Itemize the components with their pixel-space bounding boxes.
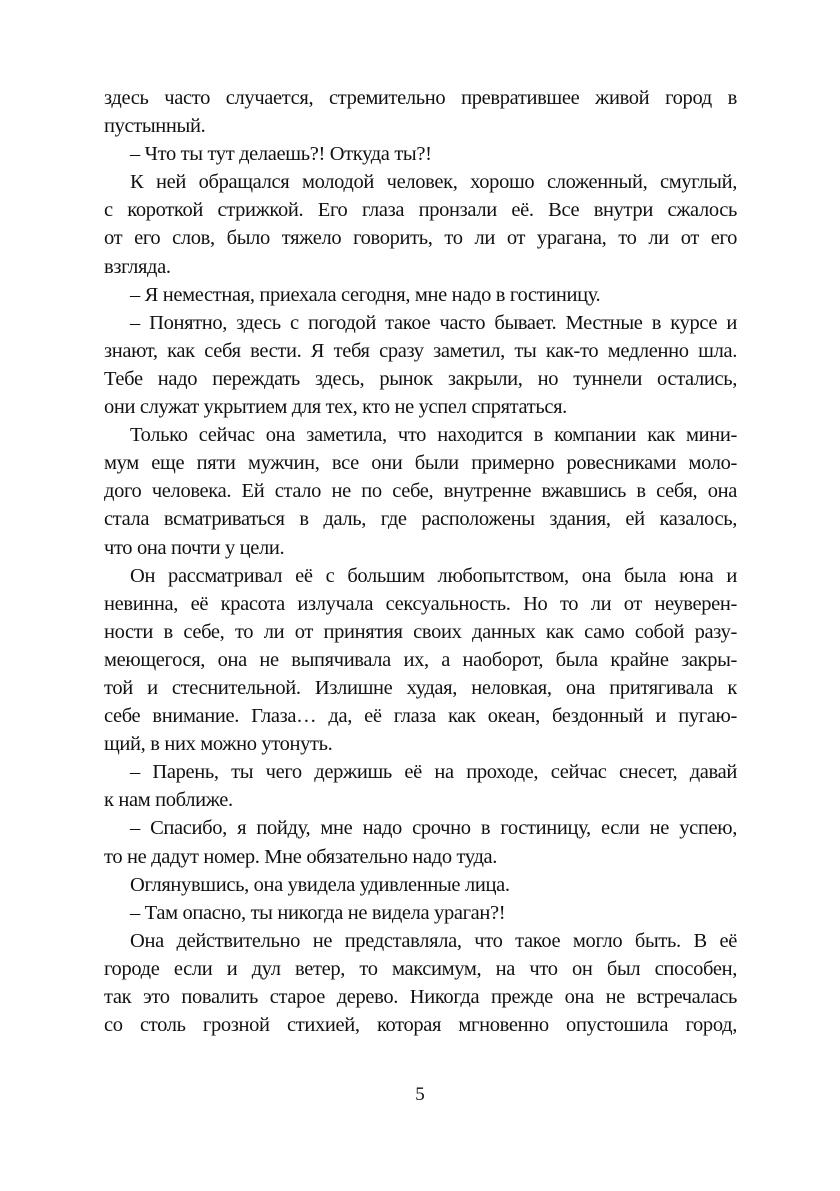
text-line: дого человека. Ей стало не по себе, внутренне вжавшись в себя, она — [104, 480, 737, 503]
text-line: мум еще пяти мужчин, все они были примерно ровесниками моло- — [104, 452, 737, 475]
text-line: Он рассматривал её с большим любопытством, она была юна и — [130, 564, 737, 587]
paragraph — [104, 421, 737, 561]
text-line: здесь часто случается, стремительно превратившее живой город в — [104, 87, 737, 109]
paragraph — [104, 814, 737, 870]
paragraph — [104, 899, 737, 927]
paragraph — [104, 309, 737, 421]
text-line: городе если и дул ветер, то максимум, на что он был способен, — [104, 957, 737, 980]
text-line: – Спасибо, я пойду, мне надо срочно в гостиницу, если не успею, — [130, 817, 737, 840]
paragraph — [104, 168, 737, 280]
text-line: ности в себе, то ли от принятия своих данных как само собой разу- — [104, 620, 737, 643]
text-line: меющегося, она не выпячивала их, а наоборот, была крайне закры- — [104, 648, 737, 671]
paragraph — [104, 927, 737, 1039]
text-line: так это повалить старое дерево. Никогда прежде она не встречалась — [104, 986, 737, 1008]
text-line: себе внимание. Глаза… да, её глаза как океан, бездонный и пугаю- — [104, 705, 737, 728]
body-text — [104, 84, 737, 1039]
text-line: взгляда. — [104, 255, 171, 278]
text-line: – Понятно, здесь с погодой такое часто бывает. Местные в курсе и — [130, 311, 737, 334]
text-line: от его слов, было тяжело говорить, то ли от урагана, то ли от его — [104, 227, 737, 250]
text-line: к нам поближе. — [104, 789, 233, 812]
text-line: стала всматриваться в даль, где расположены здания, ей казалось, — [104, 508, 737, 531]
text-line: что она почти у цели. — [104, 536, 285, 559]
page-number: 5 — [415, 1084, 425, 1105]
text-line: Тебе надо переждать здесь, рынок закрыли, но туннели остались, — [104, 367, 737, 390]
text-line: они служат укрытием для тех, кто не успел спрятаться. — [104, 396, 567, 419]
text-line: – Там опасно, ты никогда не видела ураган?! — [130, 901, 506, 924]
text-line: знают, как себя вести. Я тебя сразу заметил, ты как-то медленно шла. — [104, 339, 737, 362]
text-line: то не дадут номер. Мне обязательно надо туда. — [104, 845, 498, 868]
text-line: Только сейчас она заметила, что находится в компании как мини- — [130, 424, 737, 447]
paragraph — [104, 140, 737, 168]
text-line: Она действительно не представляла, что такое могло быть. В её — [130, 929, 737, 952]
text-line: пустынный. — [104, 115, 206, 138]
paragraph — [104, 84, 737, 140]
text-line: – Я неместная, приехала сегодня, мне надо в гостиницу. — [130, 283, 601, 306]
paragraph — [104, 871, 737, 899]
text-line: – Что ты тут делаешь?! Откуда ты?! — [130, 143, 432, 166]
text-line: Оглянувшись, она увидела удивленные лица. — [130, 873, 510, 896]
text-line: – Парень, ты чего держишь её на проходе, сейчас снесет, давай — [130, 761, 737, 784]
paragraph — [104, 758, 737, 814]
text-line: той и стеснительной. Излишне худая, неловкая, она притягивала к — [104, 676, 737, 699]
paragraph — [104, 281, 737, 309]
text-line: щий, в них можно утонуть. — [104, 733, 333, 756]
text-line: с короткой стрижкой. Его глаза пронзали её. Все внутри сжалось — [104, 199, 737, 222]
paragraph — [104, 562, 737, 759]
text-line: со столь грозной стихией, которая мгновенно опустошила город, — [104, 1014, 737, 1037]
text-line: К ней обращался молодой человек, хорошо сложенный, смуглый, — [130, 171, 737, 194]
text-line: невинна, её красота излучала сексуальность. Но то ли от неуверен- — [104, 592, 737, 615]
